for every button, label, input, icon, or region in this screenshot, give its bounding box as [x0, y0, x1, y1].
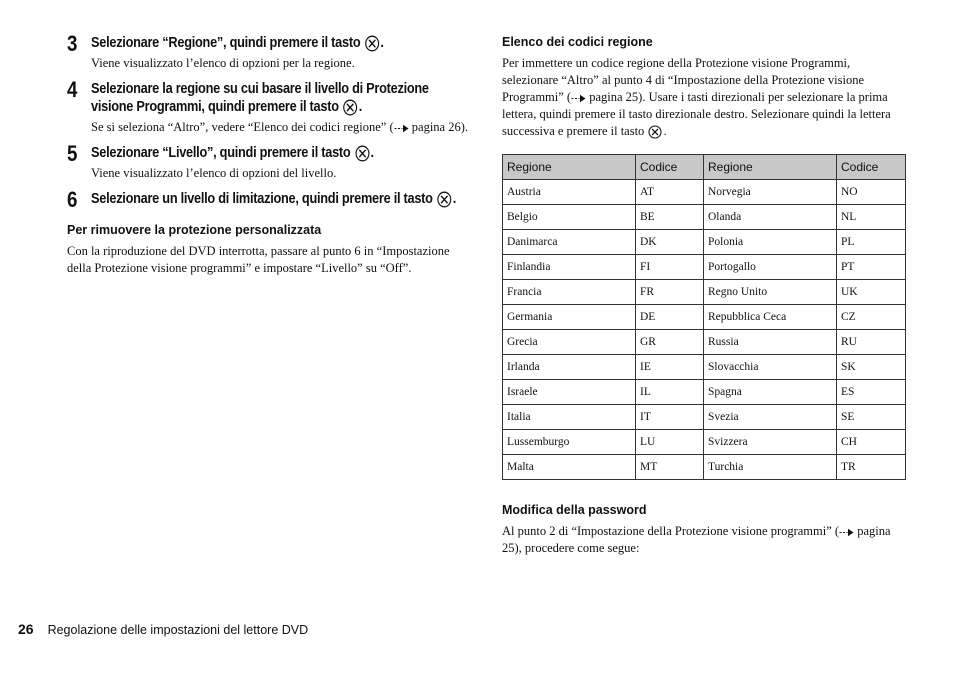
region-name-cell: Svezia: [704, 405, 837, 430]
step-4: [67, 77, 472, 136]
column-header-code: Codice: [636, 155, 704, 180]
region-name-cell: Austria: [503, 180, 636, 205]
right-column: [502, 34, 906, 557]
region-code-cell: SK: [837, 355, 906, 380]
region-code-cell: NL: [837, 205, 906, 230]
step-title: Selezionare la regione su cui basare il livello di Protezione visione Programmi, quindi premere il tasto .: [91, 81, 429, 115]
region-name-cell: Italia: [503, 405, 636, 430]
region-code-cell: PT: [837, 255, 906, 280]
step-body: Viene visualizzato l’elenco di opzioni del livello.: [91, 166, 337, 180]
table-row: [503, 305, 906, 330]
table-row: [503, 405, 906, 430]
region-code-cell: IE: [636, 355, 704, 380]
region-code-cell: CH: [837, 430, 906, 455]
table-row: [503, 455, 906, 480]
table-row: [503, 355, 906, 380]
page-number: 26: [18, 621, 34, 637]
column-header-region: Regione: [704, 155, 837, 180]
region-name-cell: Lussemburgo: [503, 430, 636, 455]
region-code-cell: UK: [837, 280, 906, 305]
cross-button-icon: [343, 99, 358, 116]
region-code-cell: BE: [636, 205, 704, 230]
footer-section-title: Regolazione delle impostazioni del lettore DVD: [47, 623, 309, 637]
password-text: Al punto 2 di “Impostazione della Protezione visione programmi” ( pagina 25), procedere come segue:: [502, 524, 891, 555]
password-heading: Modifica della password: [502, 503, 647, 517]
region-name-cell: Regno Unito: [704, 280, 837, 305]
page-footer: [18, 621, 308, 637]
column-header-region: Regione: [503, 155, 636, 180]
region-code-cell: ES: [837, 380, 906, 405]
page-reference-arrow-icon: [839, 528, 854, 537]
region-code-cell: GR: [636, 330, 704, 355]
region-name-cell: Danimarca: [503, 230, 636, 255]
region-name-cell: Repubblica Ceca: [704, 305, 837, 330]
table-body: [503, 180, 906, 480]
step-5: [67, 141, 472, 182]
remove-protection-heading: Per rimuovere la protezione personalizzata: [67, 223, 322, 237]
region-codes-table: [502, 154, 906, 480]
table-row: [503, 180, 906, 205]
region-name-cell: Spagna: [704, 380, 837, 405]
table-row: [503, 205, 906, 230]
step-title: Selezionare un livello di limitazione, quindi premere il tasto .: [91, 191, 456, 207]
table-row: [503, 430, 906, 455]
step-number: 5: [67, 141, 78, 166]
region-code-cell: IT: [636, 405, 704, 430]
region-name-cell: Russia: [704, 330, 837, 355]
region-code-cell: FI: [636, 255, 704, 280]
table-row: [503, 230, 906, 255]
column-header-code: Codice: [837, 155, 906, 180]
table-row: [503, 380, 906, 405]
region-code-cell: RU: [837, 330, 906, 355]
table-header-row: [503, 155, 906, 180]
region-name-cell: Irlanda: [503, 355, 636, 380]
step-6: [67, 187, 472, 212]
table-row: [503, 280, 906, 305]
cross-button-icon: [648, 125, 662, 139]
table-row: [503, 330, 906, 355]
region-list-text: Per immettere un codice regione della Protezione visione Programmi, selezionare “Altro” al punto 4 di “Impostazione della Protezione visione Programmi” ( pagina 25). Usare i tasti direzionali per selezionare la prima lettera, quindi premere il tasto direzionale destro. Selezionare quindi la lettera successiva e premere il tasto .: [502, 56, 891, 138]
region-code-cell: TR: [837, 455, 906, 480]
region-name-cell: Belgio: [503, 205, 636, 230]
page-reference-arrow-icon: [571, 94, 586, 103]
remove-protection-text: Con la riproduzione del DVD interrotta, passare al punto 6 in “Impostazione della Protezione visione programmi” e impostare “Livello” su “Off”.: [67, 244, 450, 275]
region-name-cell: Polonia: [704, 230, 837, 255]
table-row: [503, 255, 906, 280]
cross-button-icon: [437, 191, 452, 208]
step-number: 4: [67, 77, 78, 102]
region-code-cell: FR: [636, 280, 704, 305]
region-code-cell: PL: [837, 230, 906, 255]
step-number: 3: [67, 31, 78, 56]
region-code-cell: NO: [837, 180, 906, 205]
step-number: 6: [67, 187, 78, 212]
region-name-cell: Grecia: [503, 330, 636, 355]
region-code-cell: IL: [636, 380, 704, 405]
step-title: Selezionare “Regione”, quindi premere il tasto .: [91, 35, 384, 51]
region-code-cell: LU: [636, 430, 704, 455]
step-body: Se si seleziona “Altro”, vedere “Elenco dei codici regione” ( pagina 26).: [91, 120, 468, 134]
region-name-cell: Slovacchia: [704, 355, 837, 380]
step-title: Selezionare “Livello”, quindi premere il tasto .: [91, 145, 374, 161]
region-name-cell: Israele: [503, 380, 636, 405]
region-name-cell: Francia: [503, 280, 636, 305]
region-code-cell: DE: [636, 305, 704, 330]
region-name-cell: Malta: [503, 455, 636, 480]
cross-button-icon: [365, 35, 380, 52]
step-body: Viene visualizzato l’elenco di opzioni per la regione.: [91, 56, 355, 70]
region-name-cell: Portogallo: [704, 255, 837, 280]
region-code-cell: SE: [837, 405, 906, 430]
region-name-cell: Turchia: [704, 455, 837, 480]
region-name-cell: Svizzera: [704, 430, 837, 455]
region-code-cell: AT: [636, 180, 704, 205]
page-reference-arrow-icon: [394, 124, 409, 133]
region-name-cell: Germania: [503, 305, 636, 330]
left-column: [67, 31, 472, 277]
cross-button-icon: [355, 145, 370, 162]
region-code-cell: MT: [636, 455, 704, 480]
region-list-heading: Elenco dei codici regione: [502, 35, 653, 49]
region-name-cell: Olanda: [704, 205, 837, 230]
step-3: [67, 31, 472, 72]
region-code-cell: DK: [636, 230, 704, 255]
region-name-cell: Norvegia: [704, 180, 837, 205]
region-name-cell: Finlandia: [503, 255, 636, 280]
region-code-cell: CZ: [837, 305, 906, 330]
